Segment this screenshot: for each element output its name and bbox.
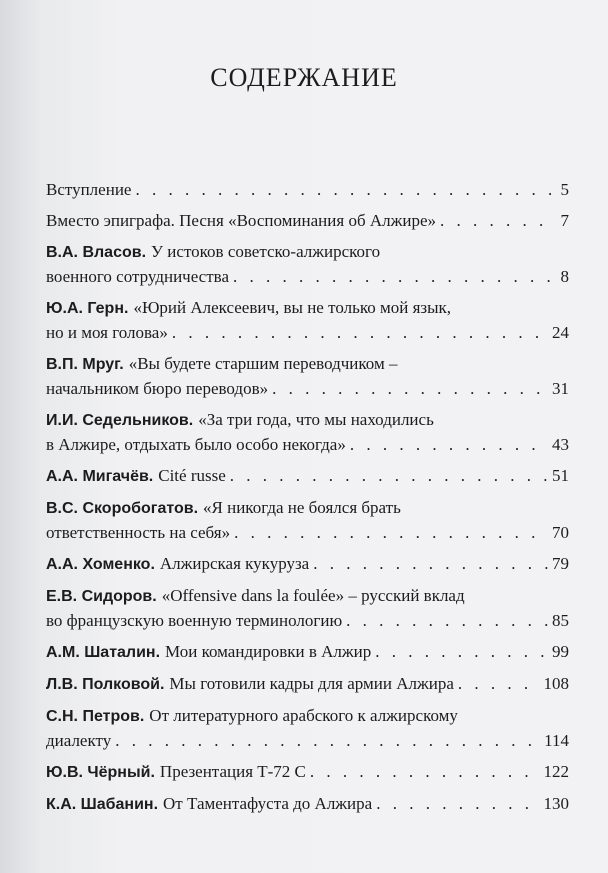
toc-line: [46, 464, 569, 489]
entry-author: А.А. Хоменко.: [46, 556, 155, 573]
toc-entry[interactable]: [46, 496, 569, 545]
toc-entry[interactable]: [46, 640, 569, 665]
entry-title: Мои командировки в Алжир: [165, 642, 372, 661]
page-number: 122: [543, 762, 569, 781]
toc-line: [46, 178, 569, 202]
toc-entry[interactable]: [46, 704, 569, 753]
entry-author: С.Н. Петров.: [46, 708, 145, 725]
entry-title: Cité russe: [158, 466, 226, 485]
toc-line: [46, 584, 569, 609]
toc-entry[interactable]: [46, 408, 569, 457]
dot-leader: [115, 729, 540, 753]
dot-leader: [234, 521, 548, 545]
entry-title-continued: во французскую военную терминологию: [46, 611, 343, 630]
entry-title-continued: начальником бюро переводов»: [46, 379, 269, 398]
table-of-contents: [46, 178, 569, 817]
toc-entry[interactable]: [46, 209, 569, 233]
toc-line: [46, 640, 569, 665]
entry-title: Презентация Т-72 С: [159, 762, 306, 781]
dot-leader: [313, 552, 548, 576]
toc-line: [46, 672, 569, 697]
entry-title: Вместо эпиграфа. Песня «Воспоминания об Алжире»: [46, 211, 436, 230]
dot-leader: [272, 377, 548, 401]
dot-leader: [172, 321, 548, 345]
entry-author: Ю.А. Герн.: [46, 300, 129, 317]
entry-title: «Юрий Алексеевич, вы не только мой язык,: [133, 298, 452, 317]
toc-line: [46, 265, 569, 289]
dot-leader: [233, 265, 551, 289]
dot-leader: [440, 209, 551, 233]
toc-line: [46, 296, 569, 321]
entry-author: В.С. Скоробогатов.: [46, 500, 199, 517]
entry-title: Мы готовили кадры для армии Алжира: [169, 674, 454, 693]
page-number: 5: [560, 180, 569, 199]
toc-line: [46, 609, 569, 633]
page-number: 8: [560, 267, 569, 286]
toc-line: [46, 352, 569, 377]
entry-title: «За три года, что мы находились: [198, 410, 434, 429]
entry-author: К.А. Шабанин.: [46, 796, 159, 813]
toc-entry[interactable]: [46, 240, 569, 289]
toc-entry[interactable]: [46, 760, 569, 785]
toc-line: [46, 209, 569, 233]
dot-leader: [458, 672, 540, 696]
entry-author: А.А. Мигачёв.: [46, 468, 154, 485]
dot-leader: [346, 609, 548, 633]
toc-line: [46, 729, 569, 753]
entry-title: Вступление: [46, 180, 132, 199]
entry-author: В.А. Власов.: [46, 244, 147, 261]
toc-entry[interactable]: [46, 464, 569, 489]
entry-title-continued: диалекту: [46, 731, 112, 750]
entry-title-continued: в Алжире, отдыхать было особо некогда»: [46, 435, 346, 454]
dot-leader: [310, 760, 540, 784]
toc-line: [46, 377, 569, 401]
toc-line: [46, 704, 569, 729]
toc-entry[interactable]: [46, 178, 569, 202]
entry-title: От литературного арабского к алжирскому: [149, 706, 458, 725]
dot-leader: [230, 464, 548, 488]
toc-line: [46, 521, 569, 545]
toc-line: [46, 760, 569, 785]
entry-author: И.И. Седельников.: [46, 412, 194, 429]
page-number: 51: [552, 466, 569, 485]
toc-entry[interactable]: [46, 792, 569, 817]
entry-title-continued: военного сотрудничества: [46, 267, 230, 286]
page-number: 24: [552, 323, 569, 342]
entry-author: Ю.В. Чёрный.: [46, 764, 155, 781]
page-number: 79: [552, 554, 569, 573]
toc-line: [46, 792, 569, 817]
page-number: 70: [552, 523, 569, 542]
toc-line: [46, 552, 569, 577]
entry-title: От Таментафуста до Алжира: [163, 794, 373, 813]
toc-line: [46, 240, 569, 265]
toc-entry[interactable]: [46, 584, 569, 633]
page-title: СОДЕРЖАНИЕ: [210, 63, 398, 92]
toc-line: [46, 321, 569, 345]
toc-line: [46, 433, 569, 457]
toc-line: [46, 408, 569, 433]
page-number: 130: [543, 794, 569, 813]
page-number: 85: [552, 611, 569, 630]
dot-leader: [376, 792, 539, 816]
toc-entry[interactable]: [46, 552, 569, 577]
entry-title: Алжирская кукуруза: [159, 554, 310, 573]
page-number: 43: [552, 435, 569, 454]
entry-title: «Вы будете старшим переводчиком –: [128, 354, 398, 373]
page-number: 7: [560, 211, 569, 230]
entry-author: А.М. Шаталин.: [46, 644, 161, 661]
page-number: 108: [543, 674, 569, 693]
page-number: 114: [544, 731, 569, 750]
entry-title: «Offensive dans la foulée» – русский вклад: [161, 586, 465, 605]
page-number: 99: [552, 642, 569, 661]
entry-title-continued: ответственность на себя»: [46, 523, 231, 542]
page-number: 31: [552, 379, 569, 398]
entry-author: В.П. Мруг.: [46, 356, 124, 373]
entry-title-continued: но и моя голова»: [46, 323, 168, 342]
toc-entry[interactable]: [46, 296, 569, 345]
entry-author: Е.В. Сидоров.: [46, 588, 157, 605]
toc-line: [46, 496, 569, 521]
dot-leader: [375, 640, 548, 664]
toc-entry[interactable]: [46, 352, 569, 401]
entry-title: «Я никогда не боялся брать: [203, 498, 401, 517]
toc-entry[interactable]: [46, 672, 569, 697]
entry-title: У истоков советско-алжирского: [151, 242, 381, 261]
entry-author: Л.В. Полковой.: [46, 676, 165, 693]
dot-leader: [350, 433, 548, 457]
dot-leader: [135, 178, 551, 202]
